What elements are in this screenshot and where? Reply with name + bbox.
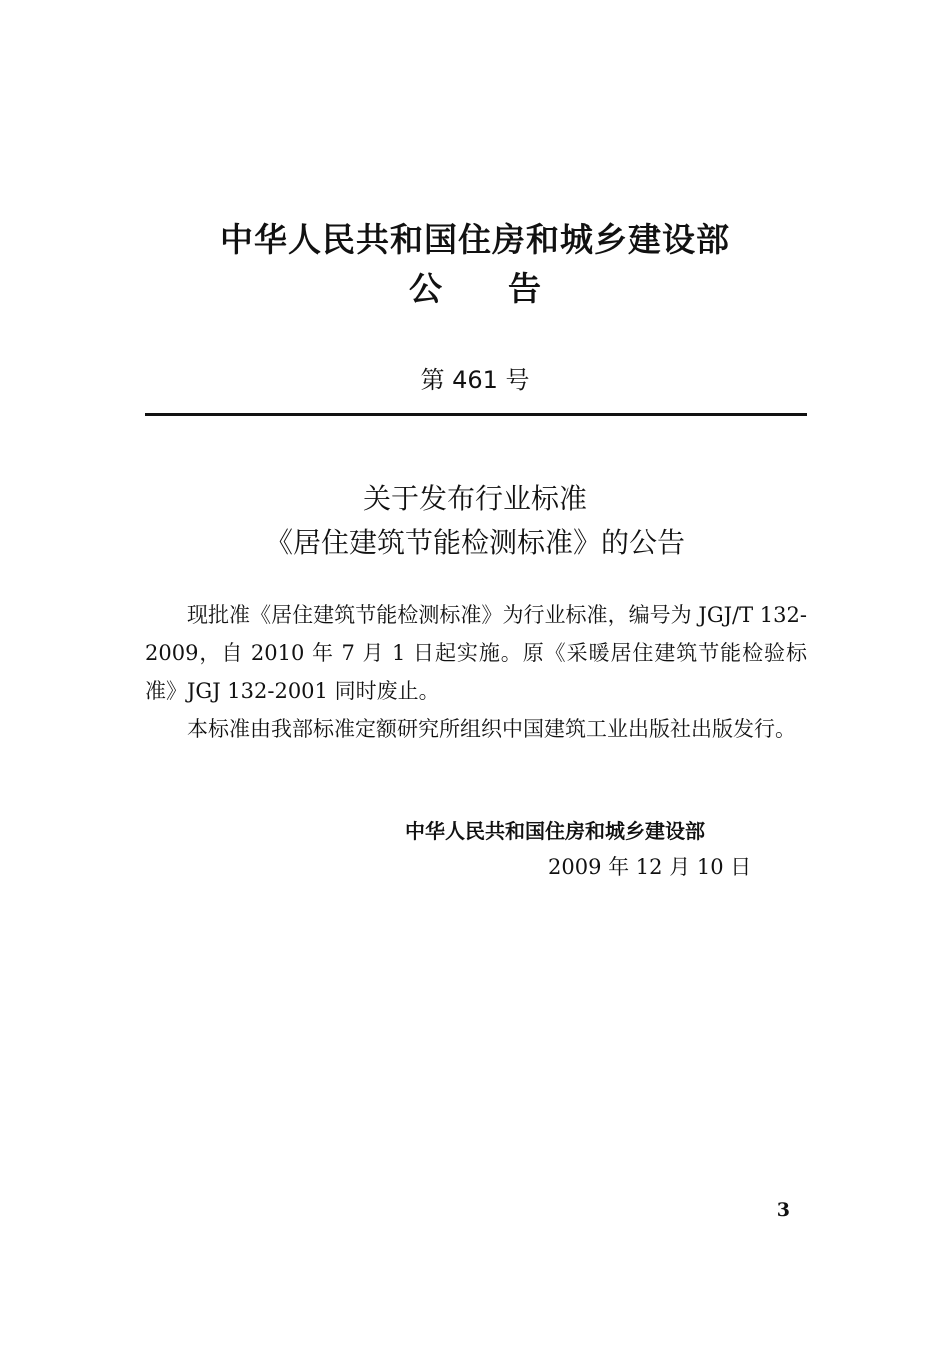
header-divider xyxy=(145,413,807,416)
notice-label xyxy=(0,264,950,314)
notice-char-1: 公 xyxy=(409,269,442,308)
notice-number: 第 461 号 xyxy=(420,366,530,394)
announcement-body xyxy=(145,596,807,748)
ministry-title: 中华人民共和国住房和城乡建设部 xyxy=(220,220,730,259)
subject-title-line-1: 关于发布行业标准 xyxy=(362,482,587,515)
signature-date: 2009 年 12 月 10 日 xyxy=(548,855,752,879)
page-number: 3 xyxy=(776,1199,790,1221)
signature-organization: 中华人民共和国住房和城乡建设部 xyxy=(405,819,705,843)
notice-char-2: 告 xyxy=(508,269,541,308)
body-paragraph-1: 现批准《居住建筑节能检测标准》为行业标准，编号为 JGJ/T 132-2009，自 2010 年 7 月 1 日起实施。原《采暖居住建筑节能检验标准》JGJ 132-2001 同时废止。 xyxy=(145,603,807,703)
body-paragraph-2: 本标准由我部标准定额研究所组织中国建筑工业出版社出版发行。 xyxy=(187,717,796,741)
subject-title-line-2: 《居住建筑节能检测标准》的公告 xyxy=(264,526,685,559)
